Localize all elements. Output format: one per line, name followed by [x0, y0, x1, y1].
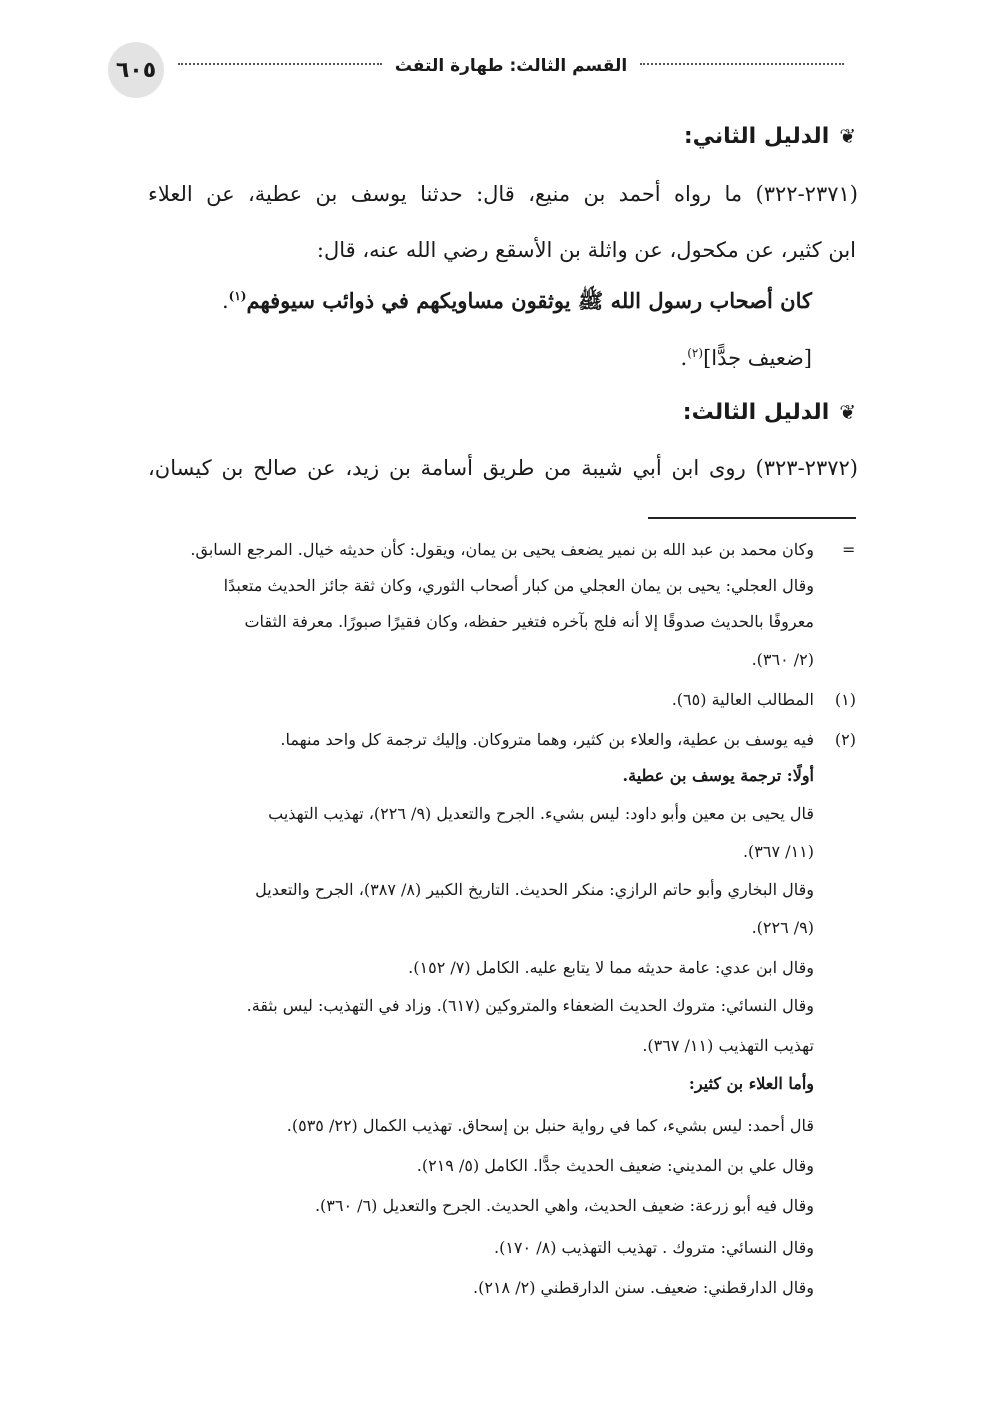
footnote-line: (٢/ ٣٦٠).	[751, 650, 814, 669]
footnote-line: وقال ابن عدي: عامة حديثه مما لا يتابع عليه. الكامل (٧/ ١٥٢).	[408, 958, 814, 977]
footnote-subheading: وأما العلاء بن كثير:	[688, 1074, 814, 1093]
footnote-line: وقال النسائي: متروك . تهذيب التهذيب (٨/ ١٧٠).	[494, 1238, 814, 1257]
footnote-line: وقال علي بن المديني: ضعيف الحديث جدًّا. الكامل (٥/ ٢١٩).	[416, 1156, 814, 1175]
page-number	[108, 42, 164, 98]
footnote-number-1: (١)	[834, 690, 856, 709]
leaf-ornament-icon: ❦	[839, 124, 856, 148]
page-number-text: ٦٠٥	[115, 57, 157, 83]
hadith-end: .	[221, 289, 229, 313]
continuation-marker: =	[842, 540, 856, 559]
footnote-line: قال أحمد: ليس بشيء، كما في رواية حنبل بن إسحاق. تهذيب الكمال (٢٢/ ٥٣٥).	[286, 1116, 814, 1135]
footnote-line: قال يحيى بن معين وأبو داود: ليس بشيء. الجرح والتعديل (٩/ ٢٢٦)، تهذيب التهذيب	[268, 804, 814, 823]
heading-third-evidence-text: الدليل الثالث:	[682, 400, 830, 425]
hadith-text	[222, 288, 812, 319]
footnote-ref-1: (١)	[228, 289, 247, 303]
grade-text: [ضعيف جدًّا]	[703, 346, 812, 370]
footnote-number-2: (٢)	[834, 730, 856, 749]
heading-second-evidence-text: الدليل الثاني:	[683, 124, 830, 149]
footnote-line: وقال الدارقطني: ضعيف. سنن الدارقطني (٢/ ٢١٨).	[473, 1278, 814, 1297]
footnote-line: وقال البخاري وأبو حاتم الرازي: منكر الحديث. التاريخ الكبير (٨/ ٣٨٧)، الجرح والتعديل	[255, 880, 814, 899]
footnote-ref-2: (٢)	[687, 346, 704, 360]
footnote-line: (٩/ ٢٢٦).	[751, 918, 814, 937]
hadith-grade	[681, 346, 812, 370]
hadith-body: كان أصحاب رسول الله ﷺ يوثقون مساويكهم في ذوائب سيوفهم	[246, 288, 812, 313]
body-line: (٢٣٧٢-٣٢٣) روى ابن أبي شيبة من طريق أسامة بن زيد، عن صالح بن كيسان،	[148, 456, 858, 480]
footnote-line: (١١/ ٣٦٧).	[742, 842, 814, 861]
footnote-separator	[648, 517, 856, 519]
header-dots-right	[640, 63, 844, 65]
footnote-line: وقال فيه أبو زرعة: ضعيف الحديث، واهي الحديث. الجرح والتعديل (٦/ ٣٦٠).	[314, 1196, 814, 1215]
heading-third-evidence	[683, 400, 856, 425]
grade-end: .	[680, 346, 688, 370]
footnote-line: فيه يوسف بن عطية، والعلاء بن كثير، وهما متروكان. وإليك ترجمة كل واحد منهما.	[280, 730, 814, 749]
footnote-line: تهذيب التهذيب (١١/ ٣٦٧).	[642, 1036, 814, 1055]
running-title: القسم الثالث: طهارة التفث	[394, 56, 628, 76]
body-line: ابن كثير، عن مكحول، عن واثلة بن الأسقع رضي الله عنه، قال:	[316, 238, 856, 262]
heading-second-evidence	[684, 124, 856, 149]
body-line: (٢٣٧١-٣٢٢) ما رواه أحمد بن منيع، قال: حدثنا يوسف بن عطية، عن العلاء	[148, 182, 858, 206]
footnote-line: وقال النسائي: متروك الحديث الضعفاء والمتروكين (٦١٧). وزاد في التهذيب: ليس بثقة.	[246, 996, 814, 1015]
footnote-line: معروفًا بالحديث صدوقًا إلا أنه فلج بآخره فتغير حفظه، وكان فقيرًا صبورًا. معرفة الثقات	[244, 612, 814, 631]
footnote-line: وكان محمد بن عبد الله بن نمير يضعف يحيى بن يمان، ويقول: كأن حديثه خيال. المرجع السابق.	[190, 540, 814, 559]
footnote-subheading: أولًا: ترجمة يوسف بن عطية.	[622, 766, 814, 785]
header-dots-left	[178, 63, 382, 65]
leaf-ornament-icon: ❦	[839, 400, 856, 424]
footnote-line: وقال العجلي: يحيى بن يمان العجلي من كبار أصحاب الثوري، وكان ثقة جائز الحديث متعبدًا	[223, 576, 814, 595]
footnote-1-text: المطالب العالية (٦٥).	[671, 690, 814, 709]
